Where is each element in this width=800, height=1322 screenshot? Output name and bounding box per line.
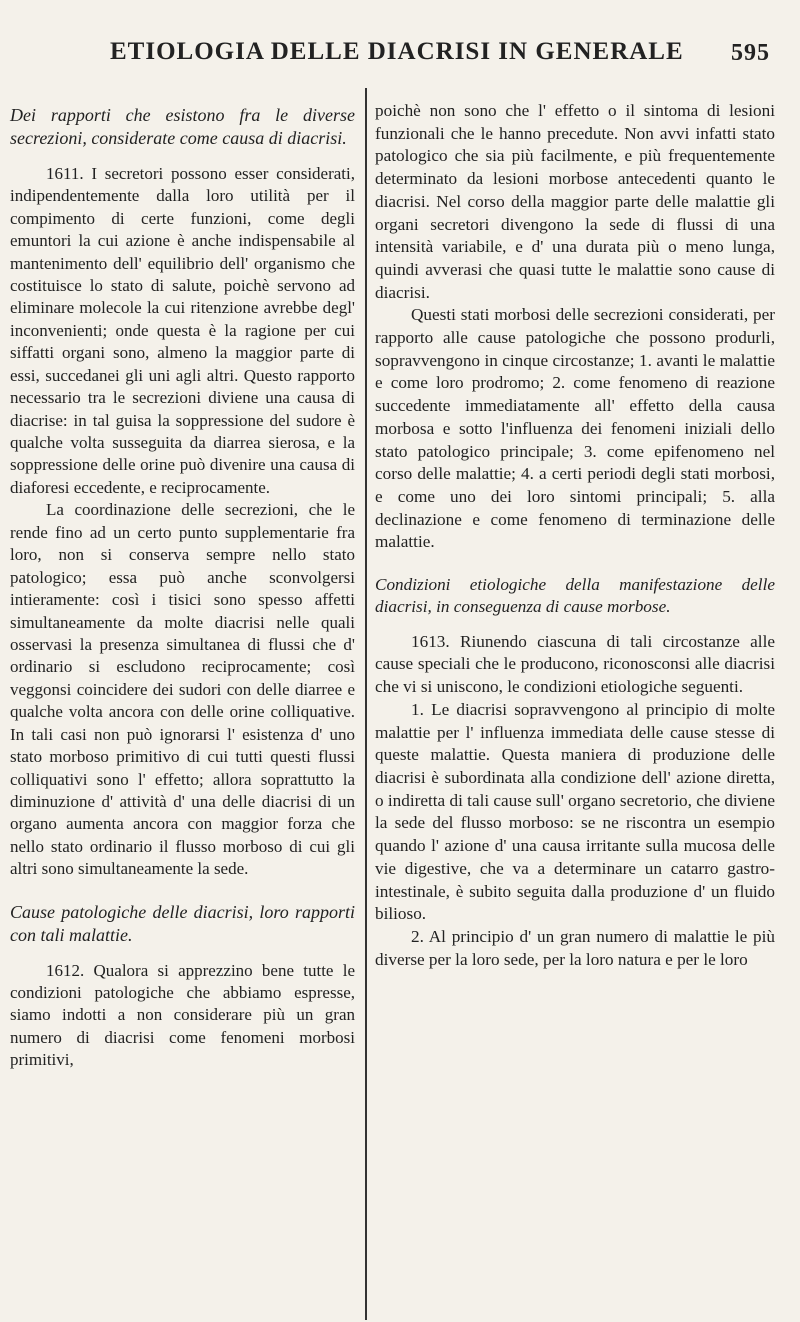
section-heading: Cause patologiche delle diacrisi, loro rapporti con tali malattie.: [10, 901, 355, 946]
paragraph-1613: 1613. Riunendo ciascuna di tali circostanze alle cause speciali che le producono, riconosconsi alle diacrisi che vi si uniscono, le condizioni etiologiche seguenti.: [375, 631, 775, 697]
running-header: [110, 38, 770, 66]
section-heading: Dei rapporti che esistono fra le diverse secrezioni, considerate come causa di diacrisi.: [10, 105, 355, 149]
left-column: [10, 100, 355, 1072]
paragraph-1612-continued: poichè non sono che l' effetto o il sintoma di lesioni funzionali che le hanno precedute. Non avvi infatti stato patologico che sia più facilmente, e più frequentemente determinato da lesioni morbose antecedenti quanto le diacrisi. Nel corso della maggior parte delle malattie gli organi secretori divengono la sede di flussi di una intensità variabile, e d' una durata più o meno lunga, quindi avverasi che quasi tutte le malattie sono cause di diacrisi.: [375, 101, 775, 302]
page-number: 595: [731, 40, 770, 66]
paragraph-1613-item-2: 2. Al principio d' un gran numero di malattie le più diverse per la loro sede, per la loro natura e per le loro: [375, 926, 775, 969]
paragraph-1611: 1611. I secretori possono esser considerati, indipendentemente dalla loro utilità per il compimento di certe funzioni, come degli emuntori la cui azione è anche indispensabile al mantenimento dell' equilibrio dell' organismo che costituisce lo stato di salute, poichè servono ad eliminare molecole la cui ritenzione avrebbe degl' inconvenienti; onde questa è la ragione per cui siffatti organi sono, almeno la maggior parte di essi, succedanei gli uni agli altri. Questo rapporto necessario tra le secrezioni diviene una causa di diacrise: in tal guisa la soppressione del sudore è qualche volta susseguita da diarrea sierosa, e la soppressione delle orine può divenire una causa di diaforesi eccedente, e reciprocamente.: [10, 163, 355, 497]
section-heading: Condizioni etiologiche della manifestazione delle diacrisi, in conseguenza di cause morbose.: [375, 575, 775, 617]
paragraph-1612: 1612. Qualora si apprezzino bene tutte le condizioni patologiche che abbiamo espresse, siamo indotti a non considerare più un gran numero di diacrisi come fenomeni morbosi primitivi,: [10, 960, 355, 1070]
running-title: ETIOLOGIA DELLE DIACRISI IN GENERALE: [110, 38, 684, 65]
column-divider: [365, 88, 367, 1320]
paragraph-1612-b: Questi stati morbosi delle secrezioni considerati, per rapporto alle cause patologiche che possono produrli, sopravvengono in cinque circostanze; 1. avanti le malattie e come loro prodromo; 2. come fenomeno di reazione succedente immediatamente all' effetto della causa morbosa e sotto l'influenza dei fenomeni iniziali dello stato patologico principale; 3. come epifenomeno nel corso delle malattie; 4. a certi periodi degli stati morbosi, e come uno dei loro sintomi principali; 5. alla declinazione e come fenomeno di terminazione delle malattie.: [375, 305, 775, 552]
paragraph-1613-item-1: 1. Le diacrisi sopravvengono al principio di molte malattie per l' influenza immediata delle cause stesse di queste malattie. Questa maniera di produzione delle diacrisi è subordinata alla condizione dell' azione diretta, o indiretta di tali cause sull' organo secretorio, che diviene la sede del flusso morboso: se ne riscontra un esempio quando l' azione d' una causa irritante sulla mucosa delle vie digestive, che va a determinare un catarro gastro-intestinale, è subito seguita dalla produzione d' un fluido bilioso.: [375, 699, 775, 924]
paragraph-1611-b: La coordinazione delle secrezioni, che le rende fino ad un certo punto supplementarie fra loro, non si conserva sempre nello stato patologico; essa può anche sconvolgersi intieramente: così i tisici sono spesso affetti simultaneamente da molte diacrisi nelle quali osservasi la presenza simultanea di flussi che d' ordinario si escludono reciprocamente; così veggonsi coincidere dei sudori con delle diarree e qualche volta ancora con delle orine colliquative. In tali casi non può ignorarsi l' esistenza d' uno stato morboso primitivo di cui tutti questi flussi colliquativi sono l' effetto; allora soprattutto la diminuzione d' attività d' una delle diacrisi di un organo aumenta ancora con maggior forza che nello stato ordinario il flusso morboso di cui gli altri sono simultaneamente la sede.: [10, 500, 355, 879]
right-column: [375, 100, 775, 971]
